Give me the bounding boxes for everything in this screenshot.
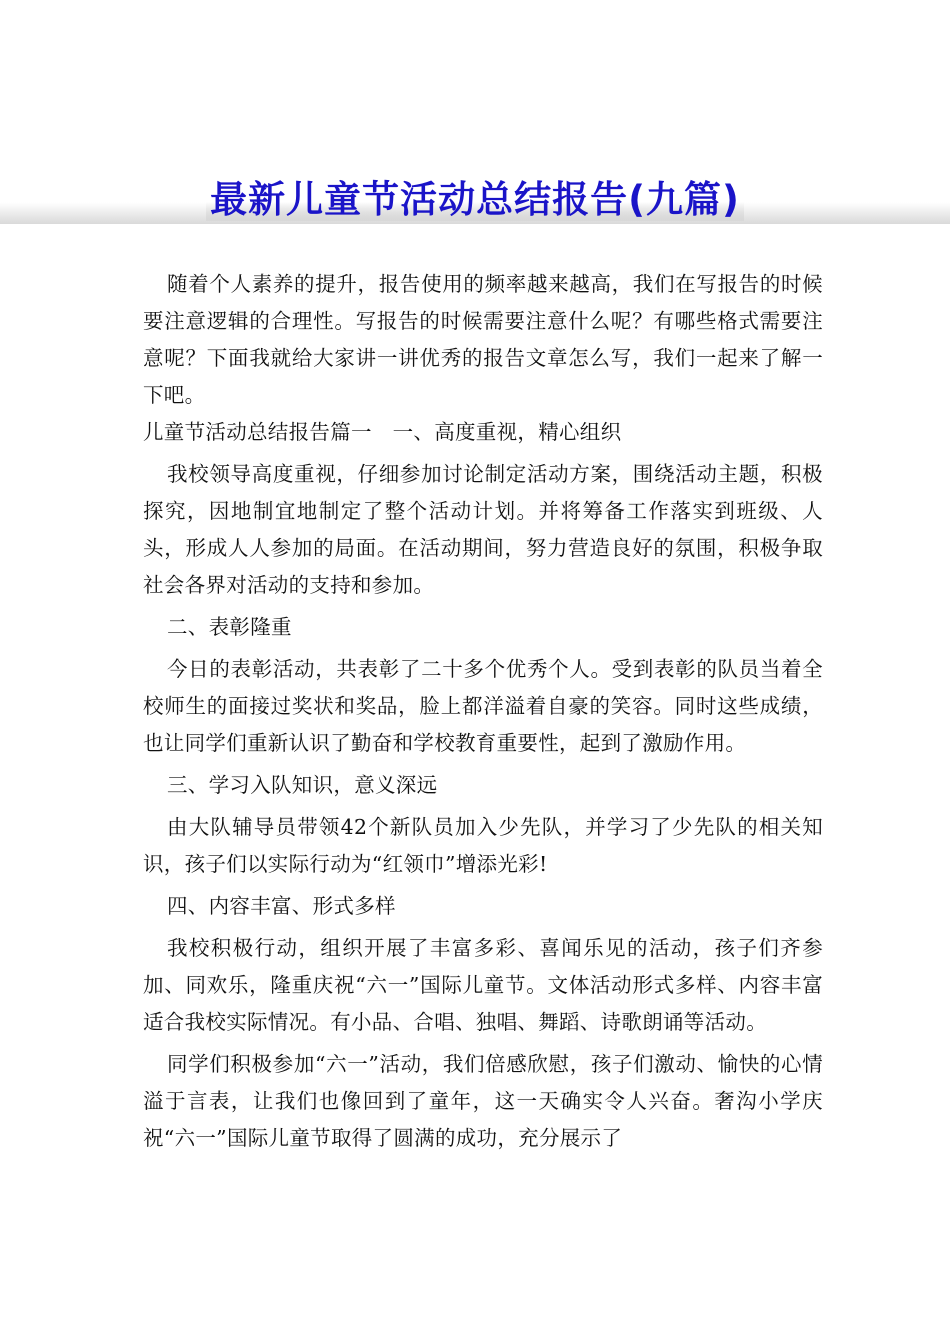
paragraph-body-1: 我校领导高度重视，仔细参加讨论制定活动方案，围绕活动主题，积极探究，因地制宜地制定了整个活动计划。并将筹备工作落实到班级、人头，形成人人参加的局面。在活动期间，努力营造良好的氛围，积极争取社会各界对活动的支持和参加。 xyxy=(143,462,823,597)
paragraph-body-4: 我校积极行动，组织开展了丰富多彩、喜闻乐见的活动，孩子们齐参加、同欢乐，隆重庆祝“六一”国际儿童节。文体活动形式多样、内容丰富适合我校实际情况。有小品、合唱、独唱、舞蹈、诗歌朗诵等活动。 xyxy=(143,936,823,1034)
paragraph-intro: 随着个人素养的提升，报告使用的频率越来越高，我们在写报告的时候要注意逻辑的合理性。写报告的时候需要注意什么呢？有哪些格式需要注意呢？下面我就给大家讲一讲优秀的报告文章怎么写，我们一起来了解一下吧。 xyxy=(143,272,823,407)
paragraph-heading-3: 三、学习入队知识，意义深远 xyxy=(167,773,438,797)
paragraph-heading-2: 二、表彰隆重 xyxy=(167,615,292,639)
paragraph-section-heading-1: 儿童节活动总结报告篇一 一、高度重视，精心组织 xyxy=(143,420,622,444)
document-title xyxy=(0,176,950,224)
document-title-text: 最新儿童节活动总结报告(九篇) xyxy=(206,178,744,221)
paragraph-body-5: 同学们积极参加“六一”活动，我们倍感欣慰，孩子们激动、愉快的心情溢于言表，让我们也像回到了童年，这一天确实令人兴奋。奢沟小学庆祝“六一”国际儿童节取得了圆满的成功，充分展示了 xyxy=(143,1052,823,1150)
paragraph-body-3: 由大队辅导员带领42个新队员加入少先队，并学习了少先队的相关知识，孩子们以实际行动为“红领巾”增添光彩! xyxy=(143,815,823,876)
document-body xyxy=(143,266,823,1157)
paragraph-heading-4: 四、内容丰富、形式多样 xyxy=(167,894,396,918)
paragraph-body-2: 今日的表彰活动，共表彰了二十多个优秀个人。受到表彰的队员当着全校师生的面接过奖状和奖品，脸上都洋溢着自豪的笑容。同时这些成绩，也让同学们重新认识了勤奋和学校教育重要性，起到了激励作用。 xyxy=(143,657,823,755)
